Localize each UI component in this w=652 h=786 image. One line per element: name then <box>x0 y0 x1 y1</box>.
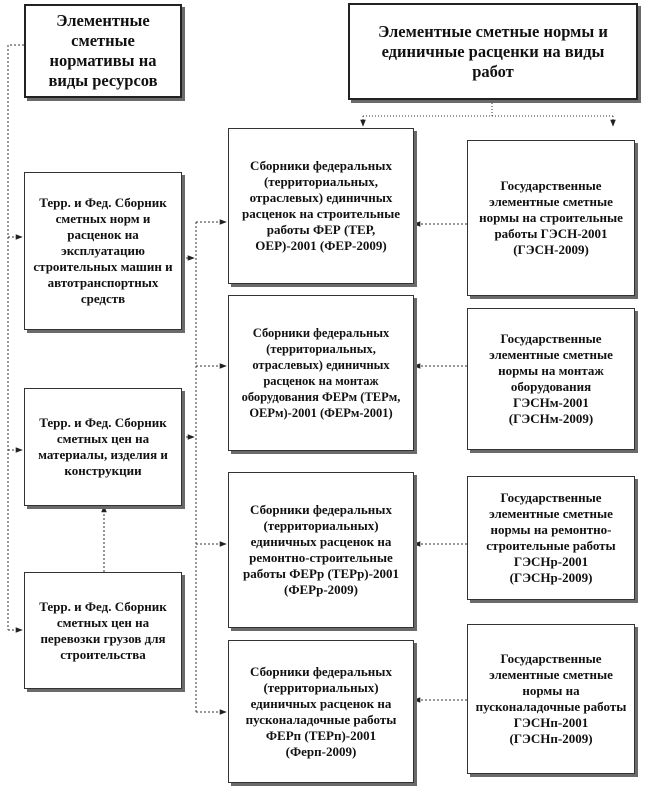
gesn-construction-box <box>467 140 635 296</box>
ferp-commissioning-text: Сборники федеральных (территориальных) единичных расценок на пусконаладочные работы ФЕРп (ТЕРп)-2001 (Ферп-2009) <box>245 663 397 759</box>
ferm-installation-text: Сборники федеральных (территориальных, отраслевых) единичных расценок на монтаж оборудования ФЕРм (ТЕРм, ОЕРм)-2001 (ФЕРм-2001) <box>241 326 401 420</box>
gesnr-repair-box <box>467 476 635 600</box>
ferm-installation-box <box>228 295 414 451</box>
resources-norms-box <box>24 4 182 98</box>
gesnm-installation-text: Государственные элементные сметные нормы на монтаж оборудования ГЭСНм-2001 (ГЭСНм-2009) <box>489 331 613 426</box>
gesnm-installation-box <box>467 308 635 450</box>
gesnp-commissioning-text: Государственные элементные сметные нормы на пусконаладочные работы ГЭСНп-2001 (ГЭСНп-2009) <box>475 651 627 746</box>
works-norms-text: Элементные сметные нормы и единичные расценки на виды работ <box>378 21 608 81</box>
machines-rates-box <box>24 172 182 330</box>
transport-prices-box <box>24 572 182 689</box>
fer-construction-text: Сборники федеральных (территориальных, отраслевых) единичных расценок на строительные работы ФЕР (ТЕР, ОЕР)-2001 (ФЕР-2009) <box>242 158 400 253</box>
gesnr-repair-text: Государственные элементные сметные нормы на ремонтно-строительные работы ГЭСНр-2001 (ГЭСНр-2009) <box>486 490 616 585</box>
gesn-construction-text: Государственные элементные сметные нормы на строительные работы ГЭСН-2001 (ГЭСН-2009) <box>479 178 623 257</box>
ferr-repair-box <box>228 472 414 628</box>
transport-prices-text: Терр. и Фед. Сборник сметных цен на перевозки грузов для строительства <box>39 598 167 662</box>
materials-prices-box <box>24 388 182 506</box>
gesnp-commissioning-box <box>467 624 635 774</box>
fer-construction-box <box>228 128 414 284</box>
machines-rates-text: Терр. и Фед. Сборник сметных норм и расценок на эксплуатацию строительных машин и автотранспортных средств <box>33 195 173 306</box>
ferr-repair-text: Сборники федеральных (территориальных) единичных расценок на ремонтно-строительные работы ФЕРр (ТЕРр)-2001 (ФЕРр-2009) <box>243 502 399 597</box>
resources-norms-text: Элементные сметные нормативы на виды ресурсов <box>48 11 158 90</box>
ferp-commissioning-box <box>228 640 414 783</box>
works-norms-box <box>348 3 638 100</box>
resources-bus-line <box>8 45 24 630</box>
materials-prices-text: Терр. и Фед. Сборник сметных цен на материалы, изделия и конструкции <box>38 415 168 478</box>
